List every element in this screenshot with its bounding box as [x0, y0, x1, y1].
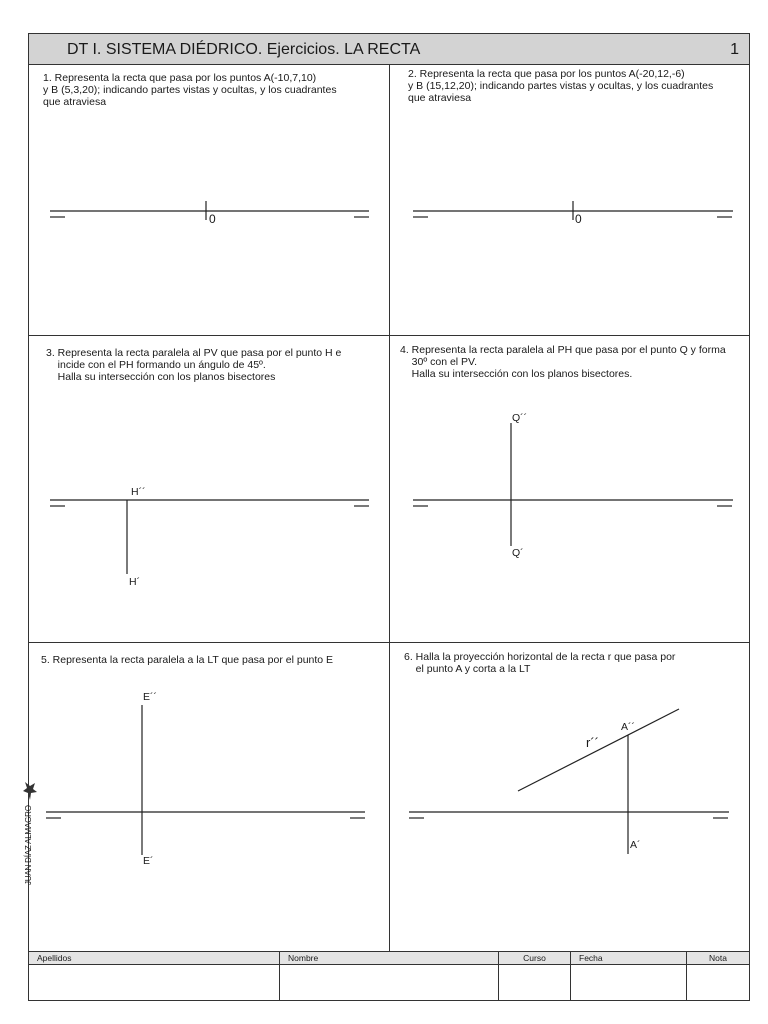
exercise-2-drawing [390, 65, 751, 337]
exercise-6-drawing [390, 643, 751, 953]
point-a-vertical-label: A´´ [621, 721, 635, 733]
point-h-horizontal-label: H´ [129, 576, 141, 588]
exercise-5-statement: 5. Representa la recta paralela a la LT que pasa por el punto E [41, 654, 334, 666]
author-logo-icon [22, 780, 38, 802]
exercise-2-panel [389, 64, 750, 336]
field-fecha[interactable] [571, 952, 687, 1000]
exercise-1-statement: 1. Representa la recta que pasa por los puntos A(-10,7,10) y B (5,3,20); indicando partes vistas y ocultas, y los cuadrantes que atraviesa [43, 72, 337, 108]
field-apellidos[interactable] [29, 952, 280, 1000]
point-e-horizontal-label: E´ [143, 855, 154, 867]
field-apellidos-input[interactable] [29, 965, 279, 1000]
line-r-label: r´´ [586, 735, 599, 750]
exercise-3-panel [28, 335, 390, 643]
field-curso[interactable] [499, 952, 571, 1000]
field-nota-input[interactable] [687, 965, 749, 1000]
worksheet-header [28, 33, 750, 65]
field-nombre[interactable] [280, 952, 499, 1000]
field-nota-label: Nota [687, 952, 749, 965]
point-e-vertical-label: E´´ [143, 691, 157, 703]
exercise-1-drawing [29, 65, 391, 337]
exercise-6-statement: 6. Halla la proyección horizontal de la recta r que pasa por el punto A y corta a la LT [404, 651, 676, 675]
field-nombre-label: Nombre [280, 952, 498, 965]
exercise-4-drawing [390, 336, 751, 644]
point-a-horizontal-label: A´ [630, 839, 641, 851]
field-nota[interactable] [687, 952, 749, 1000]
field-fecha-label: Fecha [571, 952, 686, 965]
worksheet-title: DT I. SISTEMA DIÉDRICO. Ejercicios. LA RECTA [67, 41, 421, 58]
field-curso-input[interactable] [499, 965, 570, 1000]
point-h-vertical-label: H´´ [131, 486, 146, 498]
field-fecha-input[interactable] [571, 965, 686, 1000]
exercise-1-panel [28, 64, 390, 336]
field-nombre-input[interactable] [280, 965, 498, 1000]
exercise-5-panel [28, 642, 390, 952]
origin-label: 0 [209, 212, 216, 226]
exercise-2-statement: 2. Representa la recta que pasa por los puntos A(-20,12,-6) y B (15,12,20); indicando partes vistas y ocultas, y los cuadrantes que atraviesa [408, 68, 714, 104]
exercise-3-statement: 3. Representa la recta paralela al PV que pasa por el punto H e incide con el PH formando un ángulo de 45º. Halla su intersección con los planos bisectores [46, 347, 342, 383]
line-r-vertical-projection [518, 709, 679, 791]
exercise-3-drawing [29, 336, 391, 644]
origin-label: 0 [575, 212, 582, 226]
author-signature: JUAN DÍAZ ALMAGRO [24, 805, 33, 885]
exercise-4-panel [389, 335, 750, 643]
point-q-vertical-label: Q´´ [512, 412, 528, 424]
exercise-5-drawing [29, 643, 391, 953]
page-number: 1 [730, 41, 739, 58]
point-q-horizontal-label: Q´ [512, 547, 524, 559]
exercise-4-statement: 4. Representa la recta paralela al PH que pasa por el punto Q y forma 30º con el PV. Halla su intersección con los planos bisectores. [400, 344, 726, 380]
exercise-6-panel [389, 642, 750, 952]
field-curso-label: Curso [499, 952, 570, 965]
student-info-form [28, 951, 750, 1001]
field-apellidos-label: Apellidos [29, 952, 279, 965]
